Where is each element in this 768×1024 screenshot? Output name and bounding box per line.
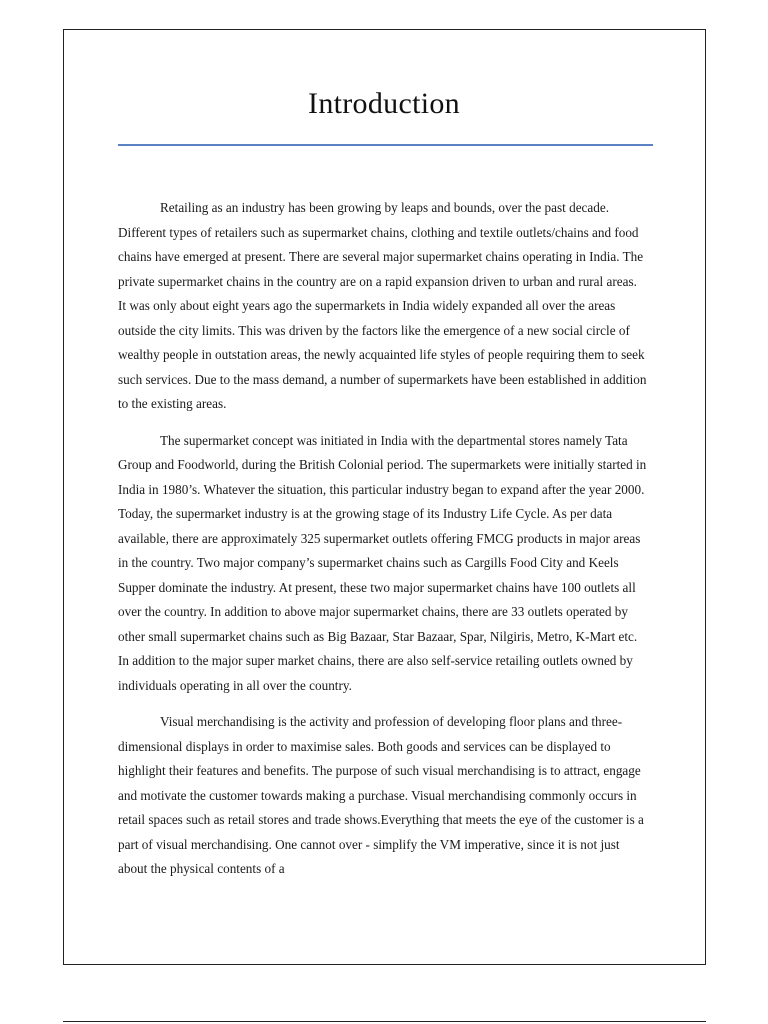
title-underline: [118, 144, 653, 146]
page-title: Introduction: [308, 87, 460, 120]
paragraph-retailing: Retailing as an industry has been growing by leaps and bounds, over the past decade. Different types of retailers such as supermarket chains, clothing and textile outlets/chains and food chains have emerged at present. There are several major supermarket chains operating in India. The private supermarket chains in the country are on a rapid expansion driven to urban and rural areas. It was only about eight years ago the supermarkets in India widely expanded all over the areas outside the city limits. This was driven by the factors like the emergence of a new social circle of wealthy people in outstation areas, the newly acquainted life styles of people requiring them to seek such services. Due to the mass demand, a number of supermarkets have been established in addition to the existing areas.: [118, 200, 647, 411]
paragraph-supermarket-concept: The supermarket concept was initiated in India with the departmental stores namely Tata Group and Foodworld, during the British Colonial period. The supermarkets were initially started in India in 1980’s. Whatever the situation, this particular industry began to expand after the year 2000. Today, the supermarket industry is at the growing stage of its Industry Life Cycle. As per data available, there are approximately 325 supermarket outlets offering FMCG products in major areas in the country. Two major company’s supermarket chains such as Cargills Food City and Keels Supper dominate the industry. At present, these two major supermarket chains have 100 outlets all over the country. In addition to above major supermarket chains, there are 33 outlets operated by other small supermarket chains such as Big Bazaar, Star Bazaar, Spar, Nilgiris, Metro, K-Mart etc. In addition to the major super market chains, there are also self-service retailing outlets owned by individuals operating in all over the country.: [118, 432, 647, 693]
paragraph-visual-merchandising: Visual merchandising is the activity and profession of developing floor plans and three-dimensional displays in order to maximise sales. Both goods and services can be displayed to highlight their features and benefits. The purpose of such visual merchandising is to attract, engage and motivate the customer towards making a purchase. Visual merchandising commonly occurs in retail spaces such as retail stores and trade shows.Everything that meets the eye of the customer is a part of visual merchandising. One cannot over - simplify the VM imperative, since it is not just about the physical contents of a: [118, 714, 644, 876]
body-text: [118, 196, 648, 894]
next-page-edge: [63, 1021, 706, 1022]
